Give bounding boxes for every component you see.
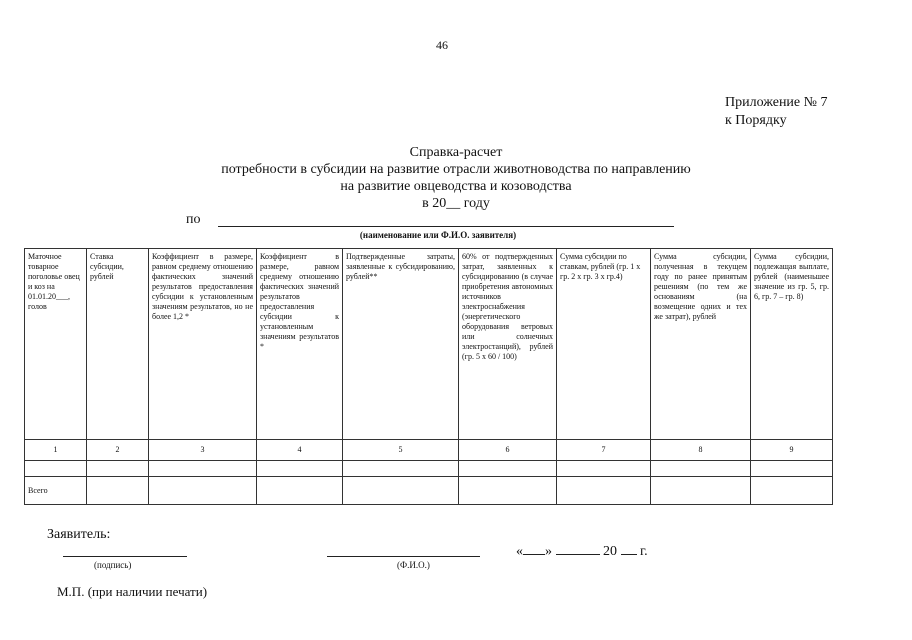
appendix-line-1: Приложение № 7 <box>725 95 828 110</box>
header-cell: Сумма субсидии, полученная в текущем году по ранее принятым решениям (по тем же основаниям (на возмещение одних и тех же затрат), рублей <box>651 249 751 440</box>
total-cell[interactable] <box>751 477 833 505</box>
page-number: 46 <box>436 38 448 52</box>
title-line-3: на развитие овцеводства и козоводства <box>340 179 572 194</box>
data-cell[interactable] <box>343 461 459 477</box>
total-cell[interactable] <box>87 477 149 505</box>
total-cell[interactable] <box>651 477 751 505</box>
column-number: 8 <box>651 440 751 461</box>
day-field[interactable] <box>523 542 545 555</box>
full-name-field[interactable] <box>327 556 480 557</box>
total-cell[interactable] <box>343 477 459 505</box>
data-cell[interactable] <box>25 461 87 477</box>
total-cell[interactable] <box>149 477 257 505</box>
data-cell[interactable] <box>87 461 149 477</box>
total-cell[interactable] <box>557 477 651 505</box>
recipient-name-field[interactable] <box>218 226 674 227</box>
applicant-label: Заявитель: <box>47 527 111 542</box>
month-field[interactable] <box>556 542 600 555</box>
column-number: 9 <box>751 440 833 461</box>
year-prefix: 20 <box>603 544 617 559</box>
column-number-row <box>25 440 833 461</box>
table-total-row <box>25 477 833 505</box>
column-number: 3 <box>149 440 257 461</box>
column-number: 5 <box>343 440 459 461</box>
header-cell: Коэффициент в размере, равном среднему отношению фактических значений результатов предоставления субсидии к установленным значениям результатов, но не более 1,2 * <box>149 249 257 440</box>
recipient-caption: (наименование или Ф.И.О. заявителя) <box>359 230 517 240</box>
data-cell[interactable] <box>257 461 343 477</box>
document-title <box>0 144 912 212</box>
total-label: Всего <box>25 477 87 505</box>
data-cell[interactable] <box>651 461 751 477</box>
signature-caption: (подпись) <box>94 560 132 570</box>
data-cell[interactable] <box>557 461 651 477</box>
calculation-table <box>24 248 833 505</box>
recipient-prefix: по <box>186 212 201 227</box>
column-number: 7 <box>557 440 651 461</box>
appendix-line-2: к Порядку <box>725 113 787 128</box>
title-line-1: Справка-расчет <box>409 145 503 160</box>
column-number: 2 <box>87 440 149 461</box>
column-number: 4 <box>257 440 343 461</box>
data-cell[interactable] <box>459 461 557 477</box>
full-name-caption: (Ф.И.О.) <box>397 560 430 570</box>
data-cell[interactable] <box>751 461 833 477</box>
header-cell: Маточное товарное поголовье овец и коз на 01.01.20___, голов <box>25 249 87 440</box>
table-header-row <box>25 249 833 440</box>
stamp-note: М.П. (при наличии печати) <box>57 584 208 599</box>
total-cell[interactable] <box>459 477 557 505</box>
signature-field[interactable] <box>63 556 187 557</box>
date-open-quote: « <box>516 544 523 559</box>
header-cell: Сумма субсидии, подлежащая выплате, рублей (наименьшее значение из гр. 5, гр. 6, гр. 7 – гр. 8) <box>751 249 833 440</box>
total-cell[interactable] <box>257 477 343 505</box>
recipient-caption-row <box>0 230 912 240</box>
data-cell[interactable] <box>149 461 257 477</box>
table-data-row <box>25 461 833 477</box>
appendix-reference <box>725 94 828 130</box>
header-cell: Сумма субсидии по ставкам, рублей (гр. 1 х гр. 2 х гр. 3 х гр.4) <box>557 249 651 440</box>
header-cell: Подтвержденные затраты, заявленные к субсидированию, рублей** <box>343 249 459 440</box>
header-cell: Ставка субсидии, рублей <box>87 249 149 440</box>
year-suffix: г. <box>640 544 648 559</box>
date-field <box>516 542 648 560</box>
year-field[interactable] <box>621 542 637 555</box>
column-number: 1 <box>25 440 87 461</box>
title-line-4: в 20__ году <box>422 196 490 211</box>
header-cell: 60% от подтвержденных затрат, заявленных к субсидированию (в случае приобретения автономных источников электроснабжения (энергетического оборудования ветровых или солнечных электростанций), рублей (гр. 5 х 60 / 100) <box>459 249 557 440</box>
title-line-2: потребности в субсидии на развитие отрасли животноводства по направлению <box>221 162 691 177</box>
header-cell: Коэффициент в размере, равном среднему отношению фактических значений результатов предоставления субсидии к установленным значениям результатов * <box>257 249 343 440</box>
column-number: 6 <box>459 440 557 461</box>
date-close-quote: » <box>545 544 552 559</box>
